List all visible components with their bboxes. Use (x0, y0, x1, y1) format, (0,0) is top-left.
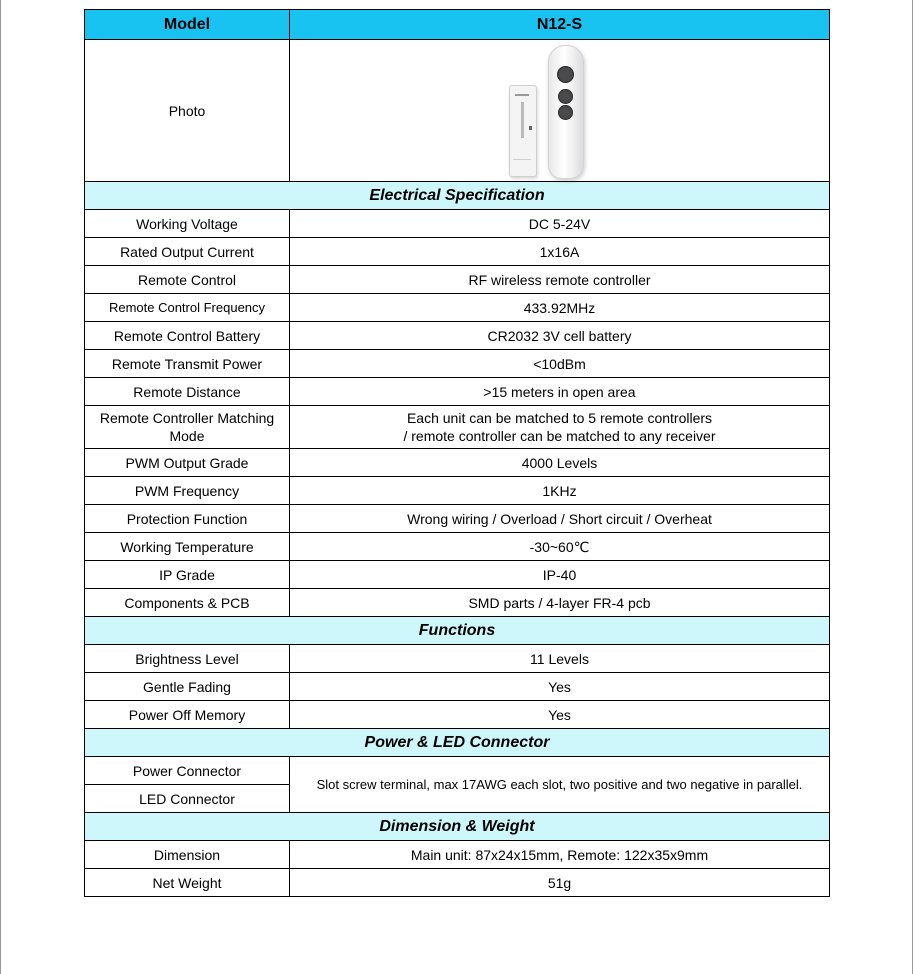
row-label: Components & PCB (85, 589, 290, 617)
row-value-line: / remote controller can be matched to any receiver (403, 428, 716, 444)
row-value: 433.92MHz (290, 294, 830, 322)
row-value: 51g (290, 869, 830, 897)
row-label (85, 406, 290, 449)
row-value: Yes (290, 673, 830, 701)
section-dimension: Dimension & Weight (85, 813, 830, 841)
product-photo (500, 43, 620, 179)
remote-button (558, 105, 573, 120)
row-value: -30~60℃ (290, 533, 830, 561)
row-value: >15 meters in open area (290, 378, 830, 406)
row-label: Brightness Level (85, 645, 290, 673)
row-value: DC 5-24V (290, 210, 830, 238)
table-row (85, 673, 830, 701)
section-power-led: Power & LED Connector (85, 729, 830, 757)
table-row (85, 841, 830, 869)
table-row (85, 266, 830, 294)
section-header-row (85, 182, 830, 210)
row-label: Remote Control Battery (85, 322, 290, 350)
table-row (85, 561, 830, 589)
row-value: 4000 Levels (290, 449, 830, 477)
row-value: RF wireless remote controller (290, 266, 830, 294)
table-row (85, 533, 830, 561)
table-header-row (85, 10, 830, 40)
row-label: Rated Output Current (85, 238, 290, 266)
row-label: Protection Function (85, 505, 290, 533)
page-edge-left (0, 0, 1, 974)
section-functions: Functions (85, 617, 830, 645)
row-label: Net Weight (85, 869, 290, 897)
row-value: 11 Levels (290, 645, 830, 673)
table-row (85, 505, 830, 533)
row-label: Dimension (85, 841, 290, 869)
row-value: 1KHz (290, 477, 830, 505)
row-label: Working Temperature (85, 533, 290, 561)
table-row (85, 757, 830, 785)
controller-unit-image (509, 85, 537, 177)
table-row (85, 238, 830, 266)
table-row (85, 701, 830, 729)
row-label: PWM Frequency (85, 477, 290, 505)
table-row (85, 378, 830, 406)
row-value: 1x16A (290, 238, 830, 266)
product-photo-cell (290, 40, 830, 182)
section-header-row (85, 813, 830, 841)
photo-label: Photo (85, 40, 290, 182)
table-row (85, 869, 830, 897)
photo-row (85, 40, 830, 182)
remote-button (558, 89, 573, 104)
row-value-line: Each unit can be matched to 5 remote controllers (406, 410, 713, 426)
row-value: Main unit: 87x24x15mm, Remote: 122x35x9mm (290, 841, 830, 869)
row-value: CR2032 3V cell battery (290, 322, 830, 350)
table-row (85, 449, 830, 477)
row-label: Working Voltage (85, 210, 290, 238)
connector-value: Slot screw terminal, max 17AWG each slot, two positive and two negative in parallel. (290, 757, 830, 813)
table-row (85, 210, 830, 238)
row-value: <10dBm (290, 350, 830, 378)
table-row (85, 350, 830, 378)
row-value: IP-40 (290, 561, 830, 589)
row-value: SMD parts / 4-layer FR-4 pcb (290, 589, 830, 617)
row-label: Remote Transmit Power (85, 350, 290, 378)
model-label: Model (85, 10, 290, 40)
table-row (85, 406, 830, 449)
row-label: Power Connector (85, 757, 290, 785)
remote-controller-image (548, 45, 584, 179)
row-label: PWM Output Grade (85, 449, 290, 477)
section-header-row (85, 617, 830, 645)
row-value: Yes (290, 701, 830, 729)
row-label: Remote Control (85, 266, 290, 294)
row-value (290, 406, 830, 449)
row-label: IP Grade (85, 561, 290, 589)
row-value: Wrong wiring / Overload / Short circuit / Overheat (290, 505, 830, 533)
row-label: Remote Control Frequency (85, 294, 290, 322)
row-label: Power Off Memory (85, 701, 290, 729)
table-row (85, 477, 830, 505)
row-label-line: Remote Controller Matching (99, 410, 275, 426)
row-label: Gentle Fading (85, 673, 290, 701)
table-row (85, 322, 830, 350)
row-label: LED Connector (85, 785, 290, 813)
section-header-row (85, 729, 830, 757)
row-label: Remote Distance (85, 378, 290, 406)
table-row (85, 294, 830, 322)
table-row (85, 589, 830, 617)
spec-table (84, 9, 830, 897)
section-electrical: Electrical Specification (85, 182, 830, 210)
table-row (85, 645, 830, 673)
remote-button (557, 66, 574, 83)
model-value: N12-S (290, 10, 830, 40)
row-label-line: Mode (169, 428, 205, 444)
